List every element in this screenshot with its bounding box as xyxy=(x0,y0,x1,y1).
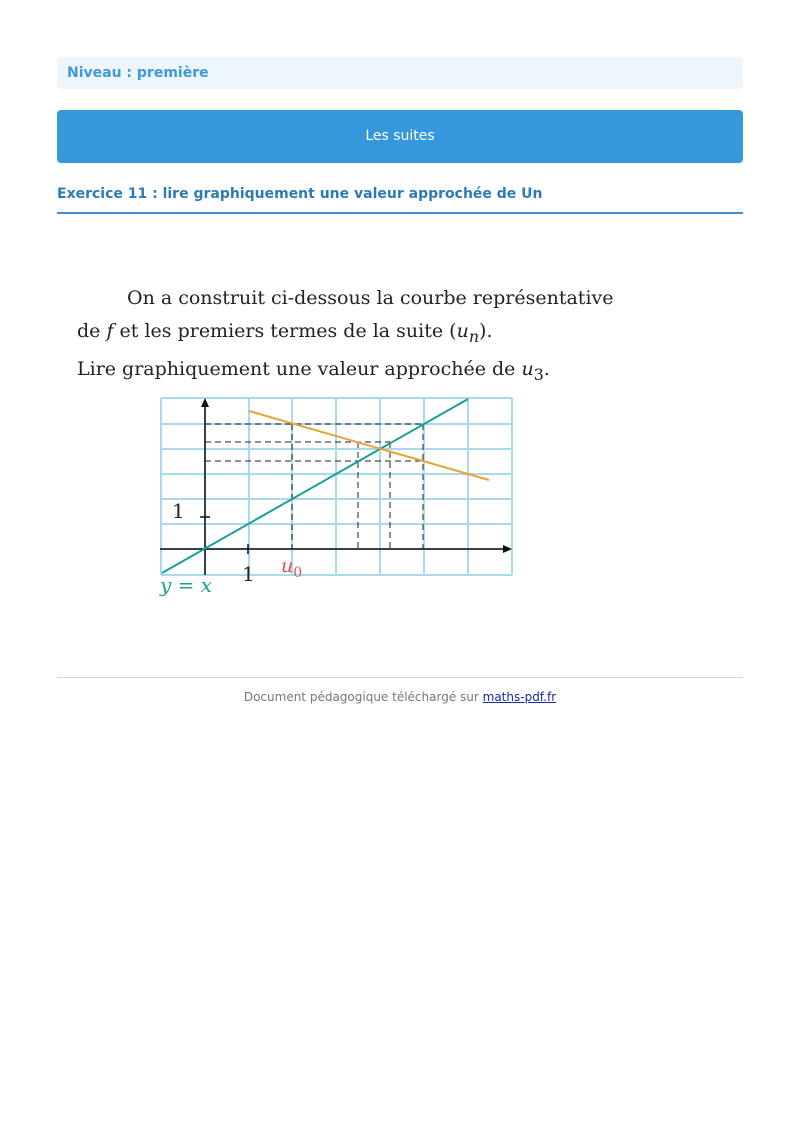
u0-label: $u_0$ xyxy=(281,555,303,581)
y-axis-arrow-icon xyxy=(201,398,209,407)
footer-link[interactable]: maths-pdf.fr xyxy=(482,690,557,704)
statement-line-3: Lire graphiquement une valeur approchée de $u_3$. xyxy=(77,357,550,384)
footer-text: Document pédagogique téléchargé sur xyxy=(243,690,483,704)
exercise-title: Exercice 11 : lire graphiquement une valeur approchée de Un xyxy=(57,186,543,202)
x-unit-label: 1 xyxy=(242,562,255,586)
line-y-equals-x xyxy=(162,399,468,573)
exercise-statement xyxy=(77,282,637,391)
x-axis-arrow-icon xyxy=(503,545,512,553)
footer-divider xyxy=(57,677,743,678)
level-banner: Niveau : première xyxy=(57,57,743,89)
chapter-banner: Les suites xyxy=(57,110,743,163)
y-equals-x-label: y = x xyxy=(160,573,213,597)
statement-line-2: de f et les premiers termes de la suite $(u_n)$. xyxy=(77,320,493,346)
footer xyxy=(57,690,743,704)
curve-f xyxy=(249,411,489,480)
y-unit-label: 1 xyxy=(172,499,185,523)
title-underline xyxy=(57,212,743,214)
cobweb-figure xyxy=(150,392,530,602)
statement-line-1: On a construit ci-dessous la courbe représentative xyxy=(127,287,614,309)
